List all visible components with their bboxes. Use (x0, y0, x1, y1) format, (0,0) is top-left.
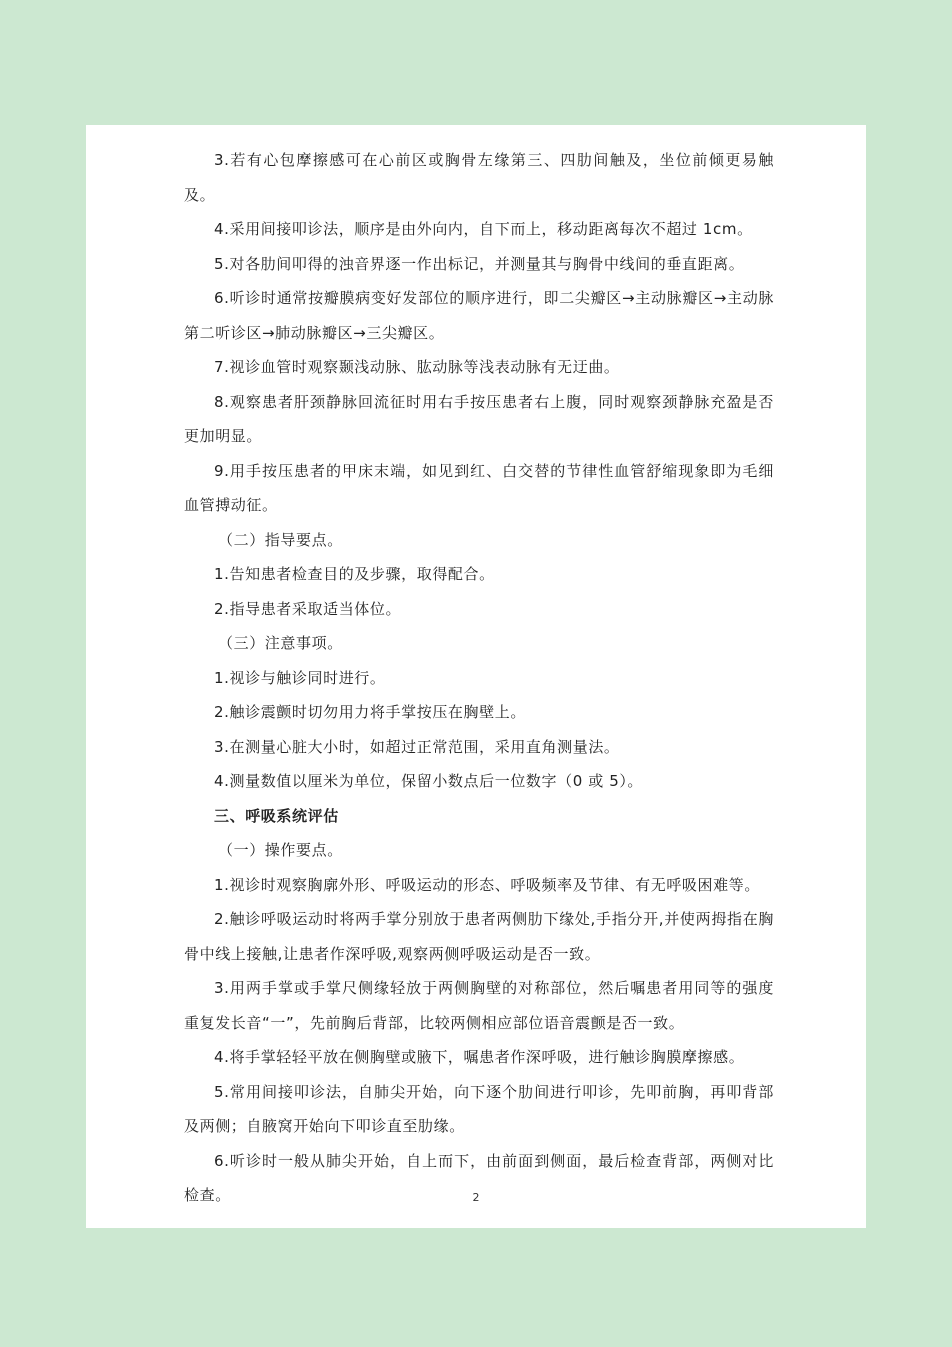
section-heading-respiratory: 三、呼吸系统评估 (214, 806, 339, 825)
paragraph-chest-inspection: 1.视诊时观察胸廓外形、呼吸运动的形态、呼吸频率及节律、有无呼吸困难等。 (214, 875, 760, 894)
page-content (184, 143, 774, 1213)
subheading-operation: （一）操作要点。 (218, 841, 343, 859)
paragraph-vessel-inspection: 7.视诊血管时观察颞浅动脉、肱动脉等浅表动脉有无迂曲。 (214, 358, 620, 376)
paragraph-auscultation-order: 6.听诊时通常按瓣膜病变好发部位的顺序进行，即二尖瓣区→主动脉瓣区→主动脉第二听诊区→肺动脉瓣区→三尖瓣区。 (184, 289, 774, 342)
page-number: 2 (472, 1191, 480, 1204)
paragraph-pericardial-friction: 3.若有心包摩擦感可在心前区或胸骨左缘第三、四肋间触及，坐位前倾更易触及。 (184, 151, 774, 204)
paragraph-lung-auscultation: 6.听诊时一般从肺尖开始，自上而下，由前面到侧面，最后检查背部，两侧对比检查。 (184, 1151, 774, 1204)
paragraph-patient-position: 2.指导患者采取适当体位。 (214, 599, 402, 618)
paragraph-hepatojugular-reflux: 8.观察患者肝颈静脉回流征时用右手按压患者右上腹，同时观察颈静脉充盈是否更加明显。 (184, 392, 774, 445)
paragraph-pleural-friction: 4.将手掌轻轻平放在侧胸壁或腋下，嘱患者作深呼吸，进行触诊胸膜摩擦感。 (214, 1048, 745, 1066)
paragraph-lung-percussion: 5.常用间接叩诊法，自肺尖开始，向下逐个肋间进行叩诊，先叩前胸，再叩背部及两侧；自腋窝开始向下叩诊直至肋缘。 (184, 1082, 774, 1135)
paragraph-indirect-percussion: 4.采用间接叩诊法，顺序是由外向内，自下而上，移动距离每次不超过 1cm。 (214, 220, 753, 238)
paragraph-dullness-border: 5.对各肋间叩得的浊音界逐一作出标记，并测量其与胸骨中线间的垂直距离。 (214, 254, 745, 273)
paragraph-respiratory-palpation: 2.触诊呼吸运动时将两手掌分别放于患者两侧肋下缘处,手指分开,并使两拇指在胸骨中线上接触,让患者作深呼吸,观察两侧呼吸运动是否一致。 (184, 910, 774, 963)
paragraph-inform-patient: 1.告知患者检查目的及步骤，取得配合。 (214, 565, 495, 583)
paragraph-measurement-units: 4.测量数值以厘米为单位，保留小数点后一位数字（0 或 5）。 (214, 772, 644, 790)
paragraph-heart-size: 3.在测量心脏大小时，如超过正常范围，采用直角测量法。 (214, 737, 620, 756)
paragraph-thrill-palpation: 2.触诊震颤时切勿用力将手掌按压在胸壁上。 (214, 703, 526, 721)
paragraph-inspection-palpation: 1.视诊与触诊同时进行。 (214, 668, 386, 687)
subheading-guidance: （二）指导要点。 (218, 530, 343, 549)
paragraph-capillary-pulsation: 9.用手按压患者的甲床末端，如见到红、白交替的节律性血管舒缩现象即为毛细血管搏动征。 (184, 461, 774, 514)
document-page (86, 125, 866, 1228)
subheading-precautions: （三）注意事项。 (218, 634, 343, 652)
paragraph-vocal-fremitus: 3.用两手掌或手掌尺侧缘轻放于两侧胸壁的对称部位，然后嘱患者用同等的强度重复发长音“一”，先前胸后背部，比较两侧相应部位语音震颤是否一致。 (184, 979, 774, 1032)
